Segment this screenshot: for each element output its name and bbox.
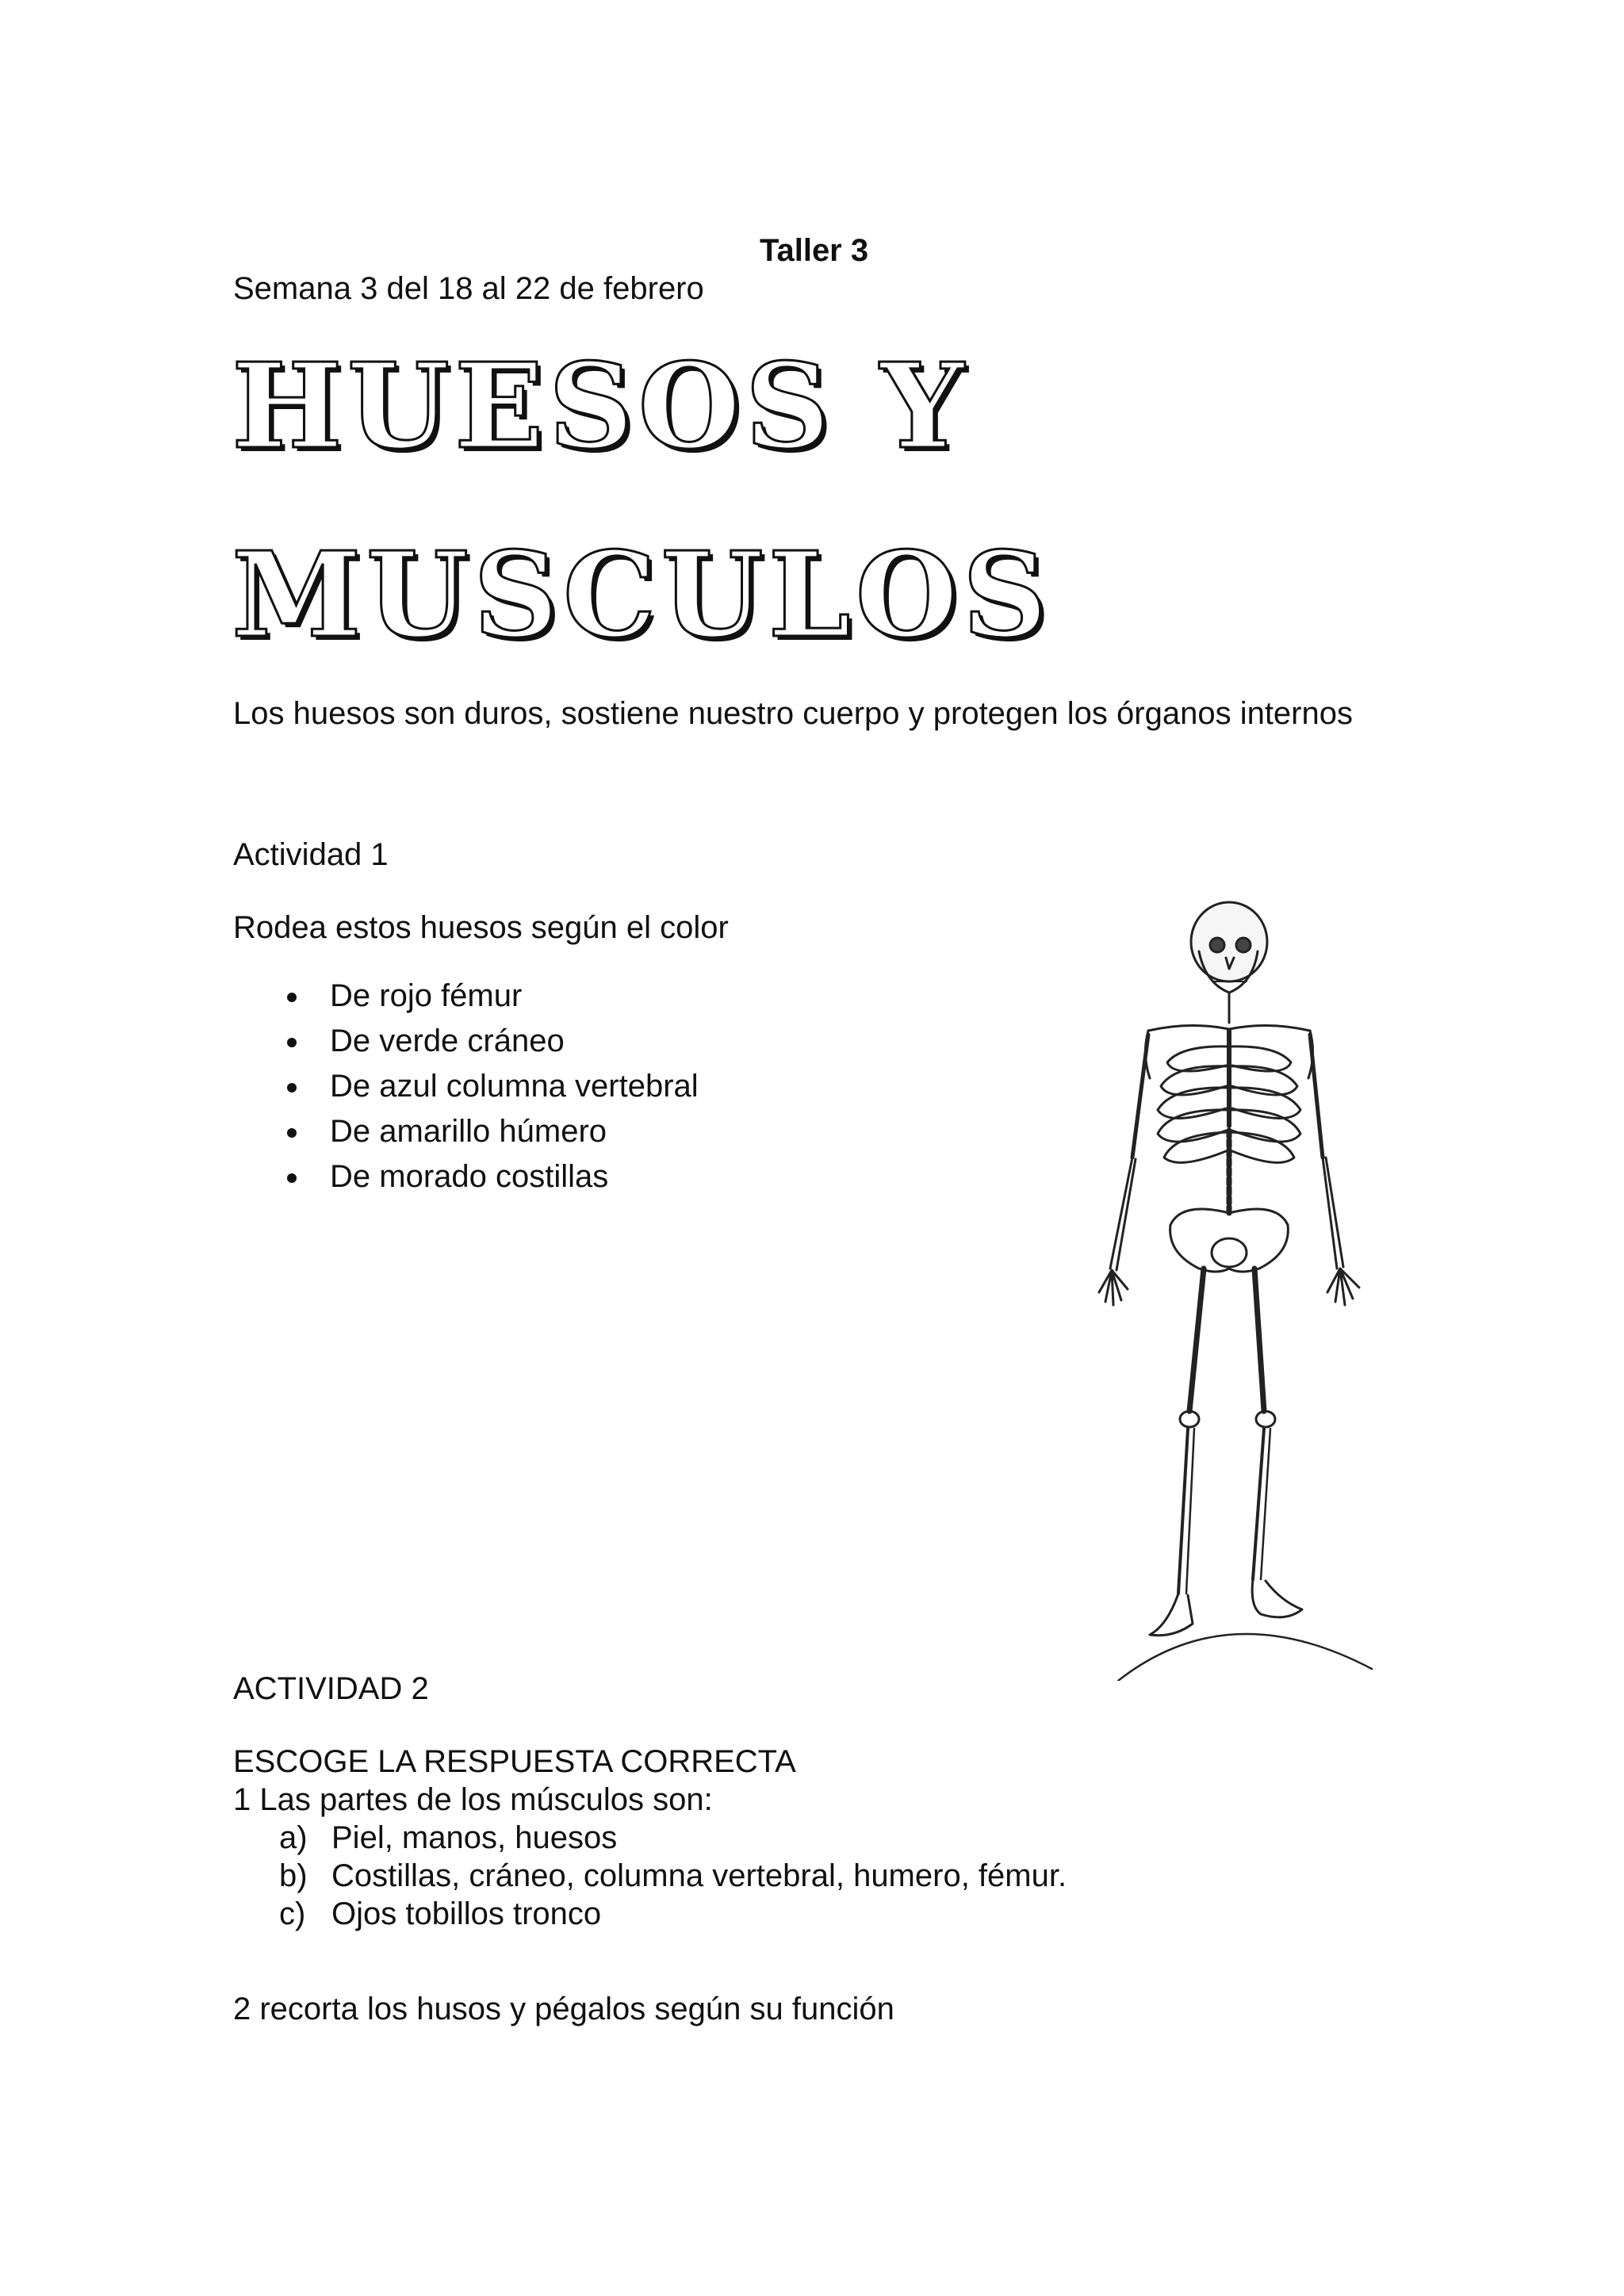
option-text: Costillas, cráneo, columna vertebral, humero, fémur. [331, 1858, 1067, 1893]
option-letter: a) [279, 1820, 308, 1855]
bullet-icon [287, 993, 297, 1002]
activity1-heading: Actividad 1 [233, 837, 389, 872]
activity1-instruction: Rodea estos huesos según el color [233, 910, 729, 945]
option-letter: c) [279, 1896, 306, 1931]
option-letter: b) [279, 1858, 308, 1893]
answer-options [279, 1819, 1067, 1933]
question-1: 1 Las partes de los músculos son: [233, 1782, 713, 1817]
list-item [278, 1154, 699, 1200]
title-line-1: HUESOS Y [232, 337, 969, 475]
bullet-icon [287, 1128, 297, 1138]
list-item-label: De azul columna vertebral [330, 1069, 699, 1104]
answer-option [279, 1857, 1067, 1895]
list-item-label: De rojo fémur [330, 978, 523, 1013]
option-text: Ojos tobillos tronco [331, 1896, 602, 1931]
list-item [278, 1019, 699, 1064]
option-text: Piel, manos, huesos [331, 1820, 618, 1855]
list-item-label: De amarillo húmero [330, 1114, 607, 1149]
bullet-icon [287, 1038, 297, 1047]
intro-text: Los huesos son duros, sostiene nuestro cuerpo y protegen los órganos internos [233, 696, 1353, 731]
list-item [278, 1109, 699, 1154]
answer-option [279, 1895, 1067, 1933]
color-bone-list [278, 974, 699, 1200]
bullet-icon [287, 1173, 297, 1183]
list-item [278, 974, 699, 1019]
activity2-heading: ACTIVIDAD 2 [233, 1671, 429, 1706]
bullet-icon [287, 1083, 297, 1093]
question-2: 2 recorta los husos y pégalos según su función [233, 1992, 894, 2026]
title-line-2: MUSCULOS [232, 526, 1052, 664]
skeleton-illustration-icon [991, 896, 1404, 1681]
workshop-label: Taller 3 [760, 233, 869, 268]
activity2-instruction: ESCOGE LA RESPUESTA CORRECTA [233, 1744, 796, 1779]
list-item-label: De morado costillas [330, 1159, 609, 1194]
list-item-label: De verde cráneo [330, 1024, 565, 1058]
list-item [278, 1064, 699, 1109]
answer-option [279, 1819, 1067, 1857]
week-label: Semana 3 del 18 al 22 de febrero [233, 271, 704, 306]
